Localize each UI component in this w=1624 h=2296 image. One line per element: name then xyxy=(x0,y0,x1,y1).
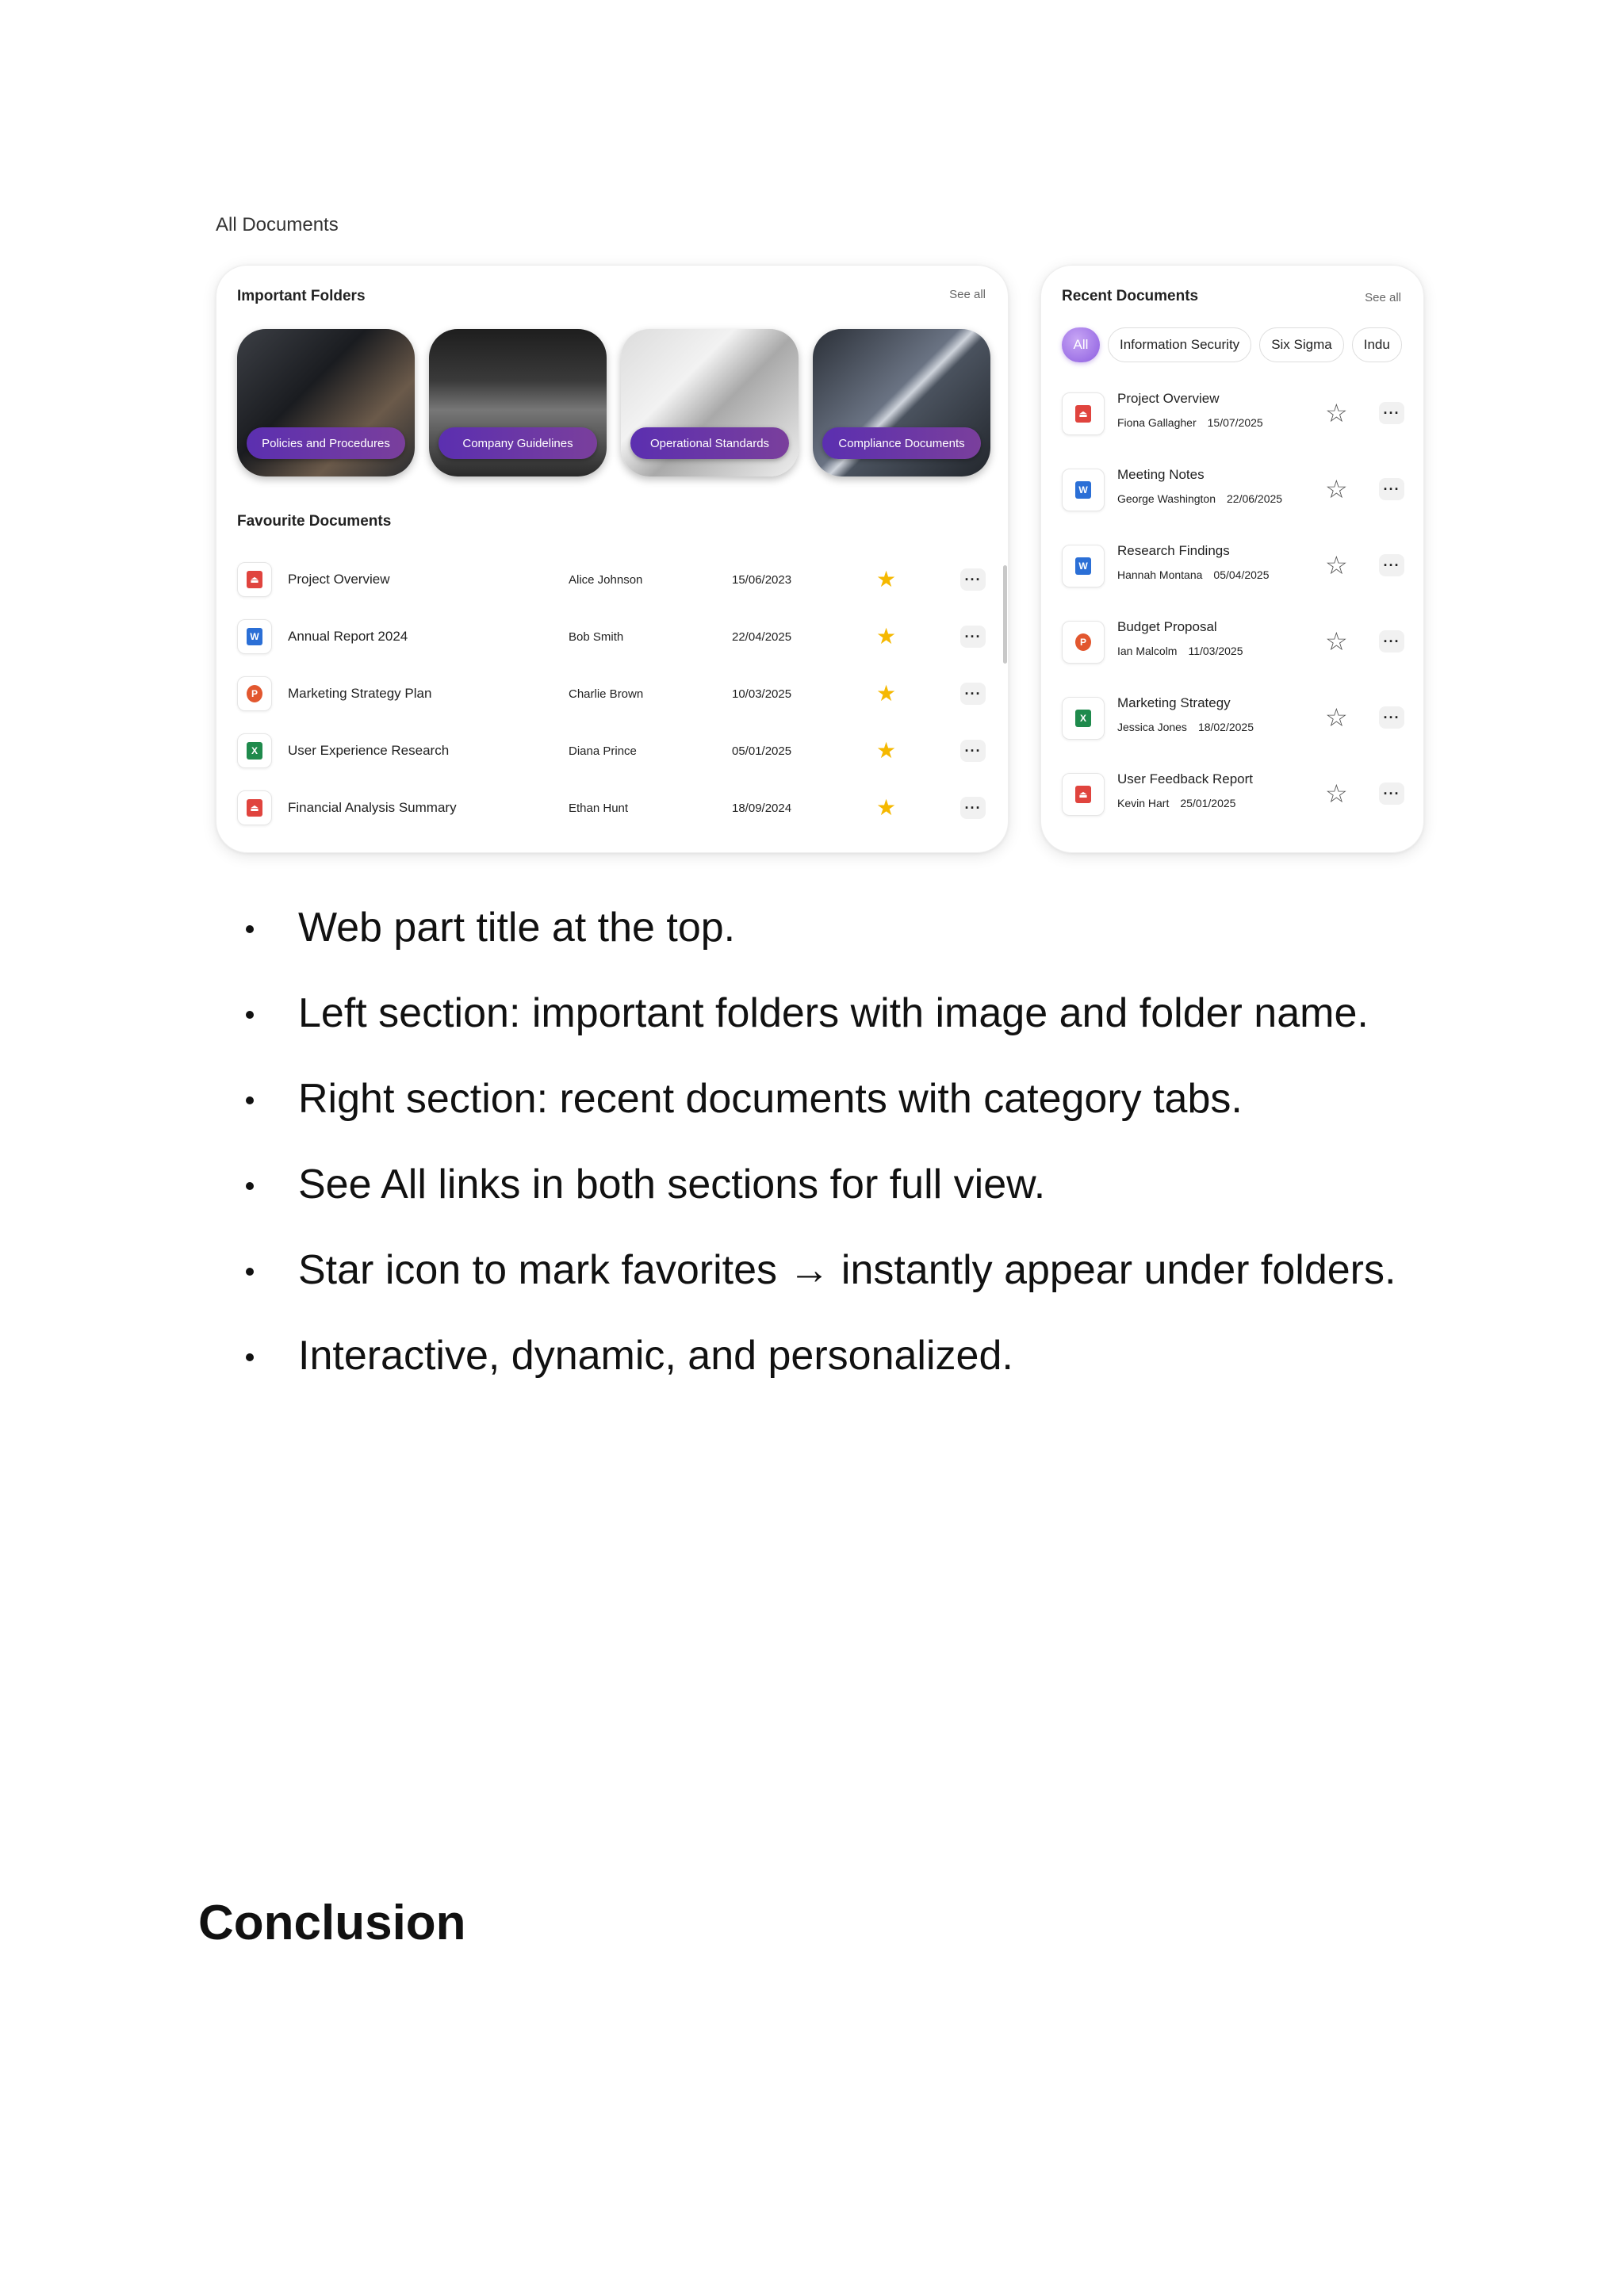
document-date: 22/04/2025 xyxy=(732,629,792,644)
excel-file-icon: X xyxy=(237,733,272,768)
bullet-item: See All links in both sections for full view. xyxy=(246,1153,1404,1216)
star-filled-icon[interactable]: ★ xyxy=(876,795,897,820)
recent-see-all-link[interactable]: See all xyxy=(1365,291,1401,304)
document-name[interactable]: Financial Analysis Summary xyxy=(288,800,457,815)
document-owner: Jessica Jones xyxy=(1117,721,1187,733)
star-filled-icon[interactable]: ★ xyxy=(876,738,897,763)
document-date: 10/03/2025 xyxy=(732,687,792,701)
tab-information-security[interactable]: Information Security xyxy=(1108,327,1251,362)
word-file-icon: W xyxy=(1062,469,1105,511)
bullet-item: Left section: important folders with image and folder name. xyxy=(246,982,1404,1045)
powerpoint-file-icon: P xyxy=(237,676,272,711)
folders-see-all-link[interactable]: See all xyxy=(949,288,986,301)
document-meta xyxy=(1117,645,1243,657)
document-date: 22/06/2025 xyxy=(1227,492,1283,505)
document-owner: Hannah Montana xyxy=(1117,568,1203,581)
favourite-documents-list xyxy=(237,551,990,836)
document-title[interactable]: Budget Proposal xyxy=(1117,619,1217,634)
star-filled-icon[interactable]: ★ xyxy=(876,567,897,591)
list-item[interactable] xyxy=(1062,534,1411,610)
more-options-button[interactable]: ··· xyxy=(960,797,986,819)
word-file-icon: W xyxy=(237,619,272,654)
conclusion-heading: Conclusion xyxy=(198,1896,466,1950)
document-owner: Alice Johnson xyxy=(569,572,643,587)
more-options-button[interactable]: ··· xyxy=(960,683,986,705)
document-date: 15/07/2025 xyxy=(1207,416,1263,429)
folder-tiles xyxy=(237,329,990,476)
document-title[interactable]: Project Overview xyxy=(1117,391,1220,406)
more-options-button[interactable]: ··· xyxy=(1379,706,1404,729)
tab-all[interactable]: All xyxy=(1062,327,1100,362)
star-filled-icon[interactable]: ★ xyxy=(876,681,897,706)
star-outline-icon[interactable]: ☆ xyxy=(1325,475,1348,503)
table-row[interactable] xyxy=(237,665,990,722)
more-options-button[interactable]: ··· xyxy=(1379,783,1404,805)
folder-label: Operational Standards xyxy=(630,427,789,459)
document-date: 05/04/2025 xyxy=(1213,568,1270,581)
bullet-item: Web part title at the top. xyxy=(246,896,1404,959)
star-outline-icon[interactable]: ☆ xyxy=(1325,399,1348,427)
bullet-item: Interactive, dynamic, and personalized. xyxy=(246,1324,1404,1387)
folder-label: Compliance Documents xyxy=(822,427,981,459)
recent-documents-list xyxy=(1062,381,1411,838)
word-file-icon: W xyxy=(1062,545,1105,587)
list-item[interactable] xyxy=(1062,457,1411,534)
document-owner: Kevin Hart xyxy=(1117,797,1170,809)
document-title[interactable]: Meeting Notes xyxy=(1117,467,1205,482)
document-meta xyxy=(1117,568,1270,581)
document-title[interactable]: Marketing Strategy xyxy=(1117,695,1231,710)
recent-documents-card xyxy=(1040,265,1424,853)
table-row[interactable] xyxy=(237,608,990,665)
category-tabs xyxy=(1062,327,1402,362)
document-title[interactable]: Research Findings xyxy=(1117,543,1230,558)
document-name[interactable]: Marketing Strategy Plan xyxy=(288,686,432,701)
document-owner: Fiona Gallagher xyxy=(1117,416,1197,429)
more-options-button[interactable]: ··· xyxy=(960,626,986,648)
table-row[interactable] xyxy=(237,779,990,836)
folder-tile-policies[interactable] xyxy=(237,329,415,476)
more-options-button[interactable]: ··· xyxy=(1379,478,1404,500)
star-outline-icon[interactable]: ☆ xyxy=(1325,551,1348,580)
table-row[interactable] xyxy=(237,551,990,608)
document-meta xyxy=(1117,721,1254,733)
star-outline-icon[interactable]: ☆ xyxy=(1325,703,1348,732)
list-item[interactable] xyxy=(1062,381,1411,457)
star-outline-icon[interactable]: ☆ xyxy=(1325,627,1348,656)
document-date: 11/03/2025 xyxy=(1188,645,1243,657)
folder-label: Company Guidelines xyxy=(439,427,597,459)
document-name[interactable]: Project Overview xyxy=(288,572,390,587)
more-options-button[interactable]: ··· xyxy=(1379,554,1404,576)
document-meta xyxy=(1117,416,1263,429)
document-date: 25/01/2025 xyxy=(1180,797,1236,809)
list-item[interactable] xyxy=(1062,610,1411,686)
more-options-button[interactable]: ··· xyxy=(960,740,986,762)
more-options-button[interactable]: ··· xyxy=(1379,402,1404,424)
document-date: 05/01/2025 xyxy=(732,744,792,758)
document-meta xyxy=(1117,492,1282,505)
document-owner: Ian Malcolm xyxy=(1117,645,1178,657)
bullet-item: Right section: recent documents with category tabs. xyxy=(246,1067,1404,1131)
folder-label: Policies and Procedures xyxy=(247,427,405,459)
document-owner: Bob Smith xyxy=(569,629,624,644)
document-meta xyxy=(1117,797,1235,809)
document-owner: George Washington xyxy=(1117,492,1216,505)
document-owner: Charlie Brown xyxy=(569,687,644,701)
table-row[interactable] xyxy=(237,722,990,779)
document-name[interactable]: Annual Report 2024 xyxy=(288,629,408,644)
document-owner: Diana Prince xyxy=(569,744,637,758)
favourite-documents-heading: Favourite Documents xyxy=(237,513,392,530)
favourites-scrollbar[interactable] xyxy=(1003,565,1007,664)
list-item[interactable] xyxy=(1062,762,1411,838)
document-date: 18/02/2025 xyxy=(1197,721,1254,733)
document-title[interactable]: User Feedback Report xyxy=(1117,771,1254,786)
star-outline-icon[interactable]: ☆ xyxy=(1325,779,1348,808)
more-options-button[interactable]: ··· xyxy=(1379,630,1404,652)
tab-industry[interactable]: Indu xyxy=(1352,327,1402,362)
powerpoint-file-icon: P xyxy=(1062,621,1105,664)
folder-tile-guidelines[interactable] xyxy=(429,329,607,476)
star-filled-icon[interactable]: ★ xyxy=(876,624,897,649)
excel-file-icon: X xyxy=(1062,697,1105,740)
important-folders-card xyxy=(216,265,1009,853)
important-folders-heading: Important Folders xyxy=(237,288,366,304)
folder-tile-operational[interactable] xyxy=(621,329,799,476)
tab-six-sigma[interactable]: Six Sigma xyxy=(1259,327,1344,362)
folder-tile-compliance[interactable] xyxy=(813,329,990,476)
list-item[interactable] xyxy=(1062,686,1411,762)
webpart-title: All Documents xyxy=(216,214,339,235)
pdf-file-icon: ⏏ xyxy=(1062,773,1105,816)
pdf-file-icon: ⏏ xyxy=(237,790,272,825)
document-date: 15/06/2023 xyxy=(732,572,792,587)
recent-documents-heading: Recent Documents xyxy=(1062,288,1199,304)
bullet-item: Star icon to mark favorites → instantly appear under folders. xyxy=(246,1238,1404,1302)
document-owner: Ethan Hunt xyxy=(569,801,629,815)
pdf-file-icon: ⏏ xyxy=(1062,392,1105,435)
feature-bullet-list xyxy=(246,896,1404,1410)
document-date: 18/09/2024 xyxy=(732,801,792,815)
pdf-file-icon: ⏏ xyxy=(237,562,272,597)
more-options-button[interactable]: ··· xyxy=(960,568,986,591)
document-name[interactable]: User Experience Research xyxy=(288,743,450,758)
